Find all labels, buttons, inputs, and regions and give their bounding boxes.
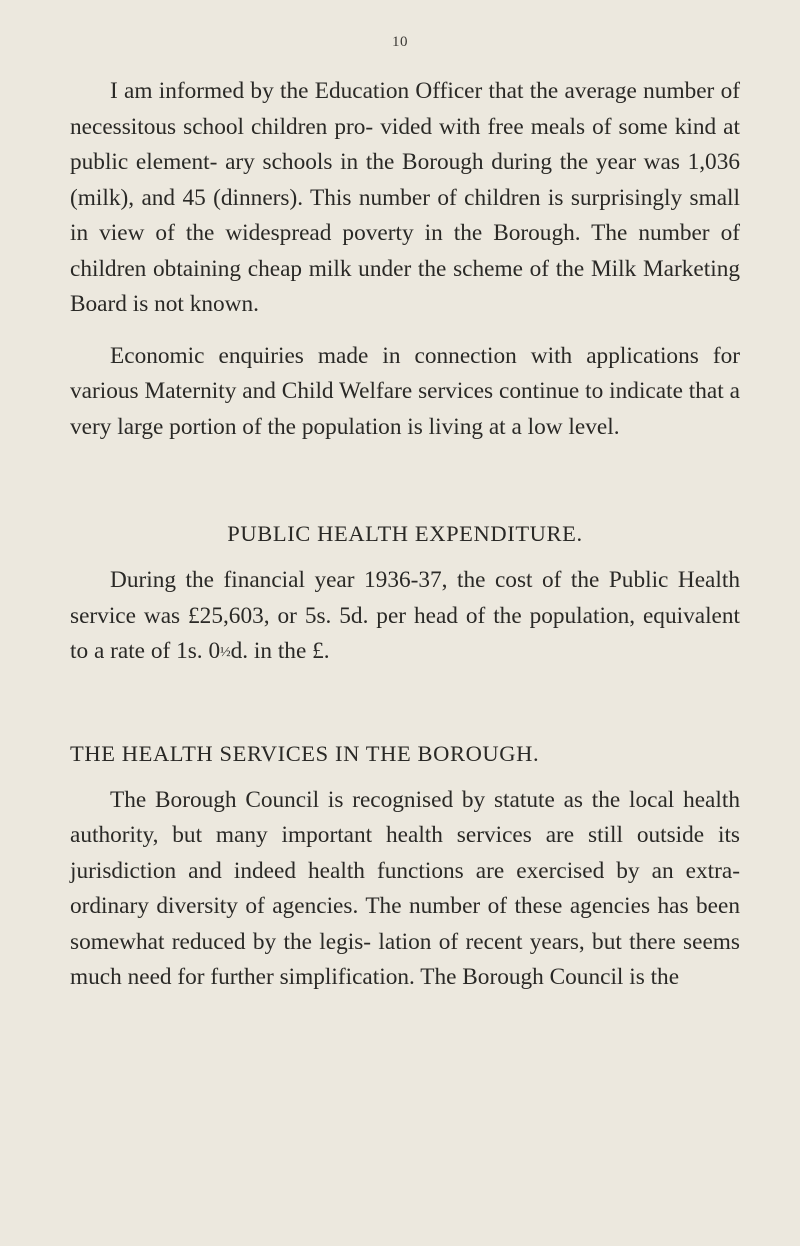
expenditure-text-part1: During the financial year 1936-37, the cost of the Public Health service was £25,603, or 5s. 5d. per head of the population, equivalent to a rate of 1s. 0	[70, 567, 740, 664]
paragraph-health-services: The Borough Council is recognised by statute as the local health authority, but many important health services are still outside its jurisdiction and indeed health functions are exercised by an extra- ordinary diversity of agencies. The number of these agencies has been somewhat reduced by the legis- lation of recent years, but there seems much need for further simplification. The Borough Council is the	[70, 786, 740, 990]
heading-public-health-expenditure: PUBLIC HEALTH EXPENDITURE.	[227, 521, 583, 546]
page-body	[70, 74, 740, 996]
page-number: 10	[392, 34, 408, 50]
fraction-half: ½	[220, 645, 231, 660]
paragraph-economic-enquiries: Economic enquiries made in connection with applications for various Maternity and Child Welfare services continue to indicate that a very large portion of the population is living at a low level.	[70, 342, 740, 440]
expenditure-text-part2: d. in the £.	[230, 638, 330, 664]
paragraph-expenditure	[70, 563, 740, 671]
paragraph-school-meals: I am informed by the Education Officer that the average number of necessitous school children pro- vided with free meals of some kind at public element- ary schools in the Borough during the year was 1,036 (milk), and 45 (dinners). This number of children is surprisingly small in view of the widespread poverty in the Borough. The number of children obtaining cheap milk under the scheme of the Milk Marketing Board is not known.	[70, 78, 740, 317]
heading-health-services: THE HEALTH SERVICES IN THE BOROUGH.	[70, 740, 540, 766]
